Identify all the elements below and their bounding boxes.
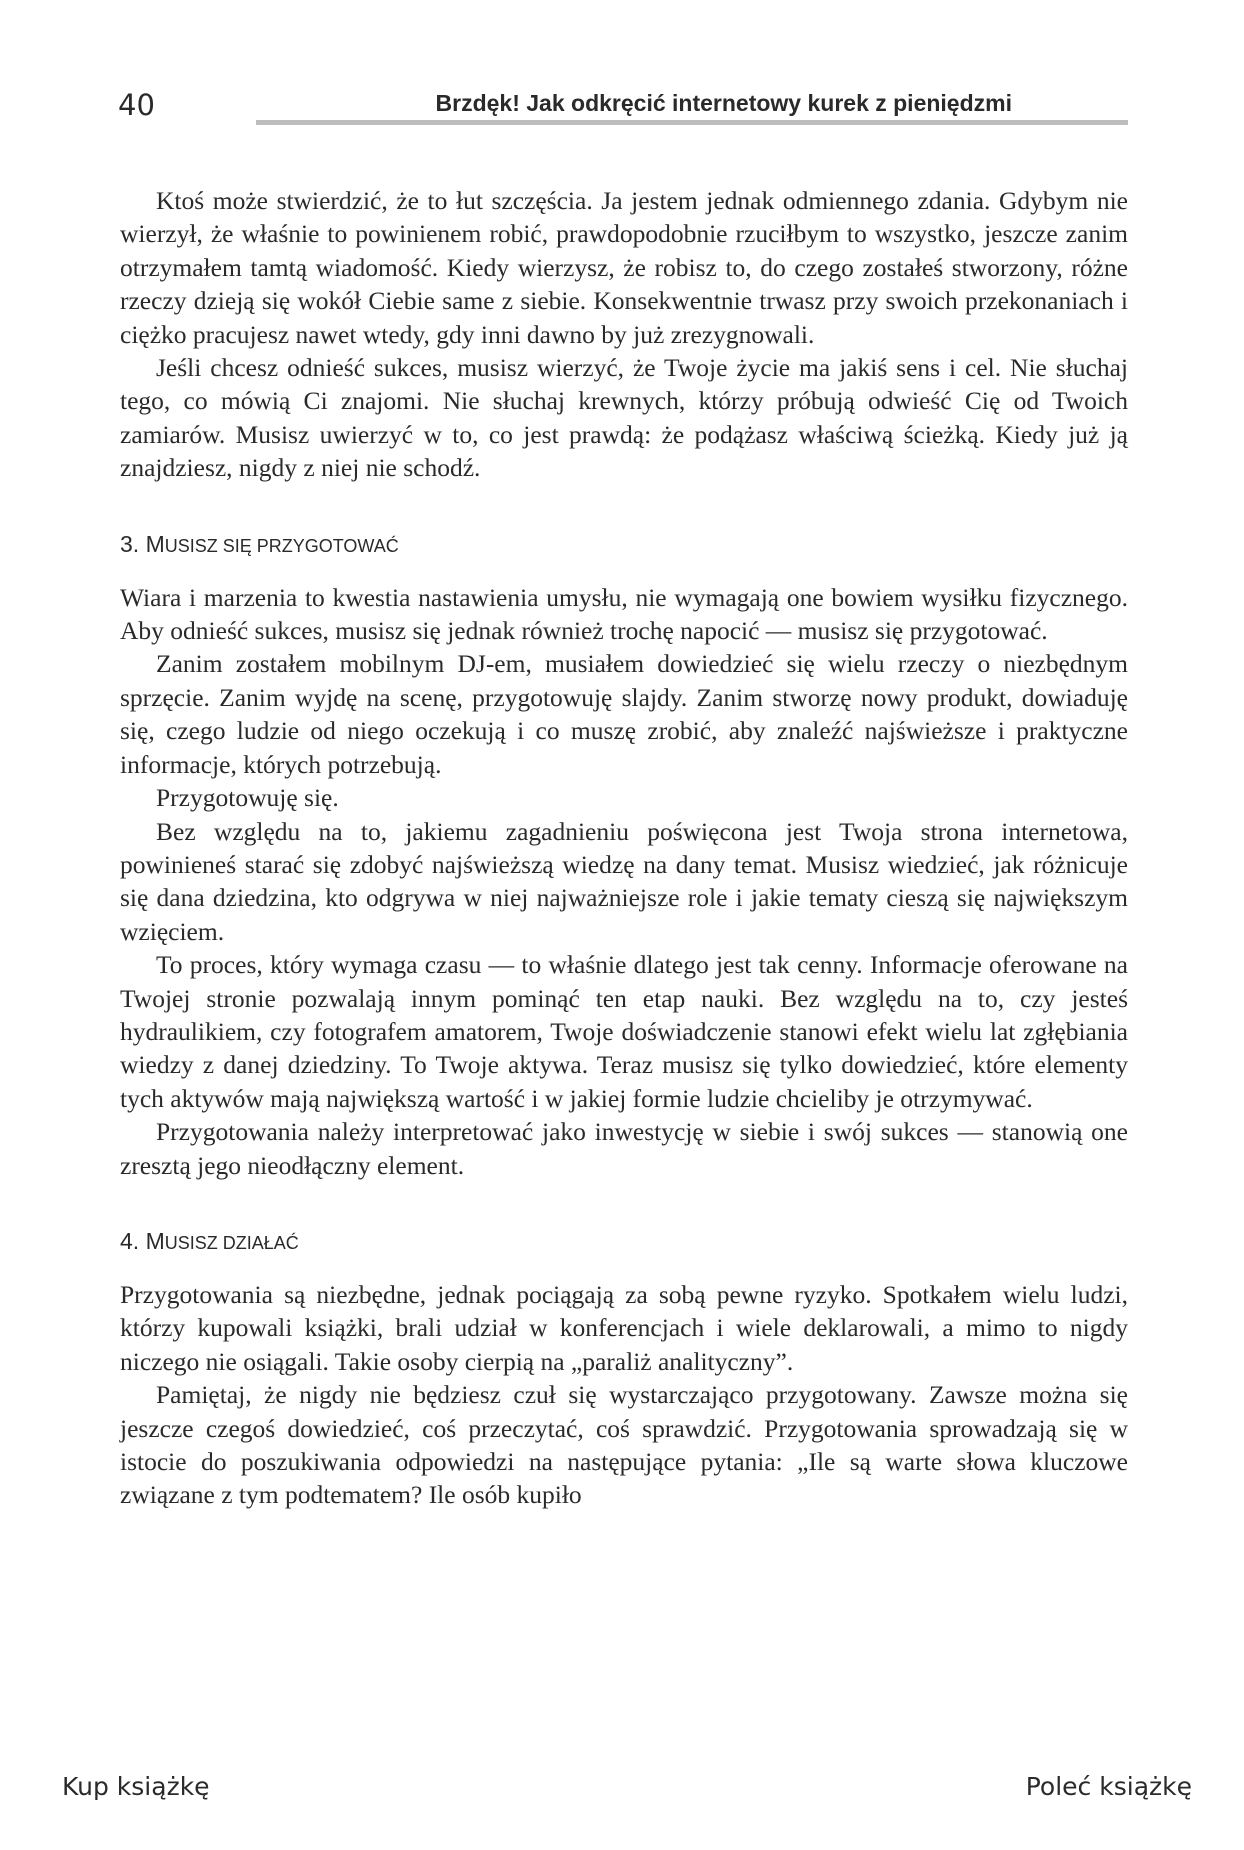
section-heading-3 bbox=[120, 529, 1128, 561]
body-paragraph: To proces, który wymaga czasu — to właśnie dlatego jest tak cenny. Informacje oferowane na Twojej stronie pozwalają innym pominąć ten etap nauki. Bez względu na to, czy jesteś hydraulikiem, czy fotografem amatorem, Twoje doświadczenie stanowi efekt wielu lat zgłębiania wiedzy z danej dziedziny. To Twoje aktywa. Teraz musisz się tylko dowiedzieć, które elementy tych aktywów mają największą wartość i w jakiej formie ludzie chcieliby je otrzymywać. bbox=[120, 950, 1128, 1113]
running-title: Brzdęk! Jak odkręcić internetowy kurek z pieniędzmi bbox=[435, 90, 1012, 116]
section-heading-4-rest: USISZ DZIAŁAĆ bbox=[164, 1232, 299, 1253]
recommend-book-link[interactable]: Poleć książkę bbox=[1025, 1772, 1192, 1801]
body-paragraph: Wiara i marzenia to kwestia nastawienia umysłu, nie wymagają one bowiem wysiłku fizycznego. Aby odnieść sukces, musisz się jednak również trochę napocić — musisz się przygotować. bbox=[120, 582, 1128, 646]
page-footer bbox=[62, 1772, 1192, 1812]
body-paragraph: Zanim zostałem mobilnym DJ-em, musiałem dowiedzieć się wielu rzeczy o niezbędnym sprzęcie. Zanim wyjdę na scenę, przygotowuję slajdy. Zanim stworzę nowy produkt, dowiaduję się, czego ludzie od niego oczekują i co muszę zrobić, aby znaleźć najświeższe i praktyczne informacje, których potrzebują. bbox=[120, 649, 1128, 779]
section-heading-3-rest: USISZ SIĘ PRZYGOTOWAĆ bbox=[164, 535, 399, 556]
buy-book-link[interactable]: Kup książkę bbox=[62, 1772, 210, 1801]
page-header bbox=[118, 86, 1128, 126]
section-heading-4 bbox=[120, 1226, 1128, 1258]
body-paragraph: Przygotowania są niezbędne, jednak pociągają za sobą pewne ryzyko. Spotkałem wielu ludzi, którzy kupowali książki, brali udział w konferencjach i wiele deklarowali, a mimo to nigdy niczego nie osiągali. Takie osoby cierpią na „paraliż analityczny”. bbox=[120, 1279, 1128, 1376]
section-heading-4-prefix: 4. M bbox=[120, 1227, 165, 1254]
body-paragraph: Jeśli chcesz odnieść sukces, musisz wierzyć, że Twoje życie ma jakiś sens i cel. Nie słuchaj tego, co mówią Ci znajomi. Nie słuchaj krewnych, którzy próbują odwieść Cię od Twoich zamiarów. Musisz uwierzyć w to, co jest prawdą: że podążasz właściwą ścieżką. Kiedy już ją znajdziesz, nigdy z niej nie schodź. bbox=[120, 353, 1128, 483]
body-paragraph: Przygotowuję się. bbox=[156, 783, 339, 813]
body-paragraph: Bez względu na to, jakiemu zagadnieniu poświęcona jest Twoja strona internetowa, powinieneś starać się zdobyć najświeższą wiedzę na dany temat. Musisz wiedzieć, jak różnicuje się dana dziedzina, kto odgrywa w niej najważniejsze role i jakie tematy cieszą się największym wzięciem. bbox=[120, 816, 1128, 946]
page-number: 40 bbox=[118, 88, 155, 122]
body-paragraph: Pamiętaj, że nigdy nie będziesz czuł się wystarczająco przygotowany. Zawsze można się jeszcze czegoś dowiedzieć, coś przeczytać, coś sprawdzić. Przygotowania sprowadzają się w istocie do poszukiwania odpowiedzi na następujące pytania: „Ile są warte słowa kluczowe związane z tym podtematem? Ile osób kupiło bbox=[120, 1380, 1128, 1510]
body-paragraph: Przygotowania należy interpretować jako inwestycję w siebie i swój sukces — stanowią one zresztą jego nieodłączny element. bbox=[120, 1117, 1128, 1180]
section-heading-3-prefix: 3. M bbox=[120, 530, 165, 557]
body-paragraph: Ktoś może stwierdzić, że to łut szczęścia. Ja jestem jednak odmiennego zdania. Gdybym nie wierzył, że właśnie to powinienem robić, prawdopodobnie rzuciłbym to wszystko, jeszcze zanim otrzymałem tamtą wiadomość. Kiedy wierzysz, że robisz to, do czego zostałeś stworzony, różne rzeczy dzieją się wokół Ciebie same z siebie. Konsekwentnie trwasz przy swoich przekonaniach i ciężko pracujesz nawet wtedy, gdy inni dawno by już zrezygnowali. bbox=[120, 186, 1128, 349]
page-body bbox=[120, 184, 1128, 1512]
header-rule bbox=[256, 120, 1128, 125]
